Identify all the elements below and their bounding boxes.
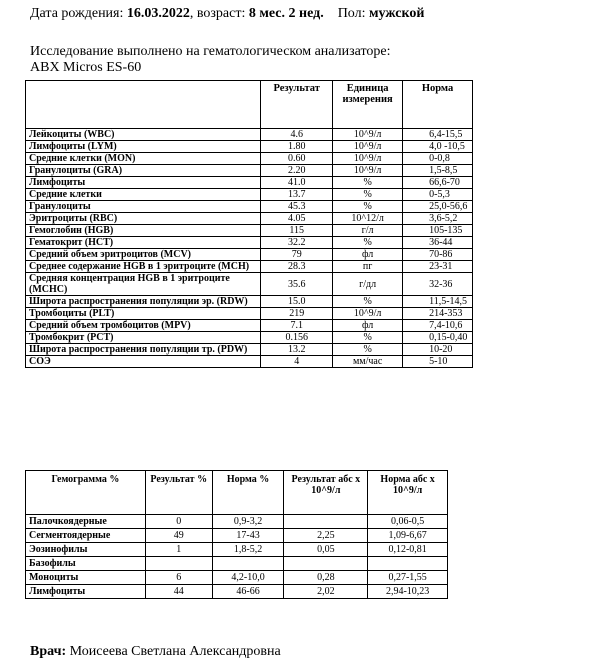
- row-name: Гранулоциты: [26, 201, 261, 213]
- doctor-name: Моисеева Светлана Александровна: [69, 644, 281, 659]
- row-name: Средний объем тромбоцитов (MPV): [26, 320, 261, 332]
- row-result: 41.0: [261, 177, 333, 189]
- header-unit: Единица измерения: [333, 81, 403, 129]
- analyzer-intro: [30, 44, 391, 76]
- row-result: 219: [261, 308, 333, 320]
- hemo-header-abs-norm: Норма абс х 10^9/л: [368, 471, 448, 515]
- table-row: [26, 344, 473, 356]
- row-result: 4.6: [261, 129, 333, 141]
- row-norm: 5-10: [403, 356, 473, 368]
- hemogram-row: [26, 543, 448, 557]
- hemo-result: 1: [145, 543, 212, 557]
- hemo-norm: 17-43: [212, 529, 284, 543]
- table-row: [26, 201, 473, 213]
- row-norm: 1,5-8,5: [403, 165, 473, 177]
- row-name: Гранулоциты (GRA): [26, 165, 261, 177]
- table-row: [26, 177, 473, 189]
- hemo-header-norm: Норма %: [212, 471, 284, 515]
- hemogram-row: [26, 529, 448, 543]
- doctor-signature: [30, 644, 281, 660]
- row-result: 79: [261, 249, 333, 261]
- row-unit: %: [333, 332, 403, 344]
- hemo-abs-norm: 0,06-0,5: [368, 515, 448, 529]
- hemogram-row: [26, 557, 448, 571]
- hemo-result: 0: [145, 515, 212, 529]
- hemo-abs-norm: 0,27-1,55: [368, 571, 448, 585]
- row-result: 0.156: [261, 332, 333, 344]
- row-name: Лейкоциты (WBC): [26, 129, 261, 141]
- row-unit: мм/час: [333, 356, 403, 368]
- row-unit: 10^9/л: [333, 129, 403, 141]
- row-unit: %: [333, 177, 403, 189]
- row-norm: 70-86: [403, 249, 473, 261]
- table-row: [26, 249, 473, 261]
- hemo-norm: 1,8-5,2: [212, 543, 284, 557]
- hemo-norm: 46-66: [212, 585, 284, 599]
- hemo-result: [145, 557, 212, 571]
- row-result: 15.0: [261, 296, 333, 308]
- row-norm: 0-5,3: [403, 189, 473, 201]
- row-norm: 4,0 -10,5: [403, 141, 473, 153]
- row-result: 13.7: [261, 189, 333, 201]
- row-norm: 23-31: [403, 261, 473, 273]
- row-unit: %: [333, 237, 403, 249]
- hemo-name: Лимфоциты: [26, 585, 146, 599]
- row-norm: 11,5-14,5: [403, 296, 473, 308]
- row-result: 32.2: [261, 237, 333, 249]
- table-row: [26, 141, 473, 153]
- hemogram-table: [25, 470, 448, 599]
- hemogram-row: [26, 585, 448, 599]
- row-result: 13.2: [261, 344, 333, 356]
- row-result: 7.1: [261, 320, 333, 332]
- hemo-header-abs: Результат абс х 10^9/л: [284, 471, 368, 515]
- table-row: [26, 237, 473, 249]
- sex-value: мужской: [369, 6, 425, 21]
- row-norm: 214-353: [403, 308, 473, 320]
- row-norm: 66,6-70: [403, 177, 473, 189]
- table-row: [26, 153, 473, 165]
- row-name: Средние клетки: [26, 189, 261, 201]
- table-row: [26, 189, 473, 201]
- row-name: Тромбокрит (PCT): [26, 332, 261, 344]
- hemogram-row: [26, 571, 448, 585]
- hemo-name: Палочкоядерные: [26, 515, 146, 529]
- row-unit: г/дл: [333, 273, 403, 296]
- hemo-abs-norm: 1,09-6,67: [368, 529, 448, 543]
- age-value: 8 мес. 2 нед.: [248, 6, 324, 21]
- row-unit: 10^9/л: [333, 141, 403, 153]
- sex-label: Пол:: [337, 6, 366, 21]
- hemo-abs: 0,28: [284, 571, 368, 585]
- hemo-header-result: Результат %: [145, 471, 212, 515]
- header-norm: Норма: [403, 81, 473, 129]
- row-norm: 36-44: [403, 237, 473, 249]
- row-result: 28.3: [261, 261, 333, 273]
- row-unit: %: [333, 201, 403, 213]
- intro-line-1: Исследование выполнено на гематологическом анализаторе:: [30, 44, 391, 59]
- row-name: Эритроциты (RBC): [26, 213, 261, 225]
- table-row: [26, 356, 473, 368]
- hemo-result: 6: [145, 571, 212, 585]
- row-name: Гематокрит (HCT): [26, 237, 261, 249]
- row-unit: г/л: [333, 225, 403, 237]
- row-norm: 0-0,8: [403, 153, 473, 165]
- row-result: 2.20: [261, 165, 333, 177]
- row-name: Гемоглобин (HGB): [26, 225, 261, 237]
- row-norm: 105-135: [403, 225, 473, 237]
- intro-line-2: ABX Micros ES-60: [30, 60, 142, 75]
- hemo-abs-norm: 0,12-0,81: [368, 543, 448, 557]
- hemo-name: Сегментоядерные: [26, 529, 146, 543]
- hemogram-row: [26, 515, 448, 529]
- table-row: [26, 320, 473, 332]
- row-norm: 25,0-56,6: [403, 201, 473, 213]
- row-name: Широта распространения популяции эр. (RDW): [26, 296, 261, 308]
- table-row: [26, 225, 473, 237]
- hemo-abs-norm: [368, 557, 448, 571]
- row-unit: 10^12/л: [333, 213, 403, 225]
- table-row: [26, 308, 473, 320]
- hemo-norm: [212, 557, 284, 571]
- hemo-result: 49: [145, 529, 212, 543]
- hemo-norm: 0,9-3,2: [212, 515, 284, 529]
- row-name: Широта распространения популяции тр. (PDW): [26, 344, 261, 356]
- row-result: 0.60: [261, 153, 333, 165]
- blood-test-table: [25, 80, 473, 368]
- doctor-label: Врач:: [30, 644, 67, 659]
- row-result: 1.80: [261, 141, 333, 153]
- hemo-name: Базофилы: [26, 557, 146, 571]
- row-result: 115: [261, 225, 333, 237]
- row-norm: 0,15-0,40: [403, 332, 473, 344]
- row-norm: 32-36: [403, 273, 473, 296]
- row-result: 4: [261, 356, 333, 368]
- row-name: Средние клетки (MON): [26, 153, 261, 165]
- row-norm: 10-20: [403, 344, 473, 356]
- row-result: 45.3: [261, 201, 333, 213]
- row-name: Средний объем эритроцитов (MCV): [26, 249, 261, 261]
- hemo-header-name: Гемограмма %: [26, 471, 146, 515]
- hemo-norm: 4,2-10,0: [212, 571, 284, 585]
- table-row: [26, 165, 473, 177]
- hemo-result: 44: [145, 585, 212, 599]
- age-label: возраст:: [196, 6, 246, 21]
- hemo-abs: [284, 557, 368, 571]
- row-name: Средняя концентрация HGB в 1 эритроците (MCHC): [26, 273, 261, 296]
- hemo-abs: 2,25: [284, 529, 368, 543]
- table-row: [26, 332, 473, 344]
- table-row: [26, 261, 473, 273]
- row-name: СОЭ: [26, 356, 261, 368]
- row-unit: фл: [333, 320, 403, 332]
- table-row: [26, 129, 473, 141]
- row-unit: 10^9/л: [333, 153, 403, 165]
- row-norm: 3,6-5,2: [403, 213, 473, 225]
- hemo-abs: 0,05: [284, 543, 368, 557]
- row-name: Лимфоциты: [26, 177, 261, 189]
- header-result: Результат: [261, 81, 333, 129]
- row-unit: пг: [333, 261, 403, 273]
- table-row: [26, 213, 473, 225]
- row-unit: %: [333, 189, 403, 201]
- row-name: Лимфоциты (LYM): [26, 141, 261, 153]
- row-unit: фл: [333, 249, 403, 261]
- hemo-name: Моноциты: [26, 571, 146, 585]
- dob-value: 16.03.2022: [126, 6, 190, 21]
- row-unit: 10^9/л: [333, 308, 403, 320]
- hemo-abs-norm: 2,94-10,23: [368, 585, 448, 599]
- row-unit: %: [333, 296, 403, 308]
- row-result: 35.6: [261, 273, 333, 296]
- hemo-abs: 2,02: [284, 585, 368, 599]
- hemo-abs: [284, 515, 368, 529]
- table-row: [26, 273, 473, 296]
- header-name: [26, 81, 261, 129]
- row-norm: 6,4-15,5: [403, 129, 473, 141]
- row-unit: %: [333, 344, 403, 356]
- dob-label: Дата рождения:: [30, 6, 124, 21]
- row-name: Среднее содержание HGB в 1 эритроците (MCH): [26, 261, 261, 273]
- row-norm: 7,4-10,6: [403, 320, 473, 332]
- row-unit: 10^9/л: [333, 165, 403, 177]
- row-result: 4.05: [261, 213, 333, 225]
- patient-info-line: Дата рождения: 16.03.2022, возраст: 8 мес. 2 нед. Пол: мужской: [30, 6, 425, 21]
- table-row: [26, 296, 473, 308]
- row-name: Тромбоциты (PLT): [26, 308, 261, 320]
- hemo-name: Эозинофилы: [26, 543, 146, 557]
